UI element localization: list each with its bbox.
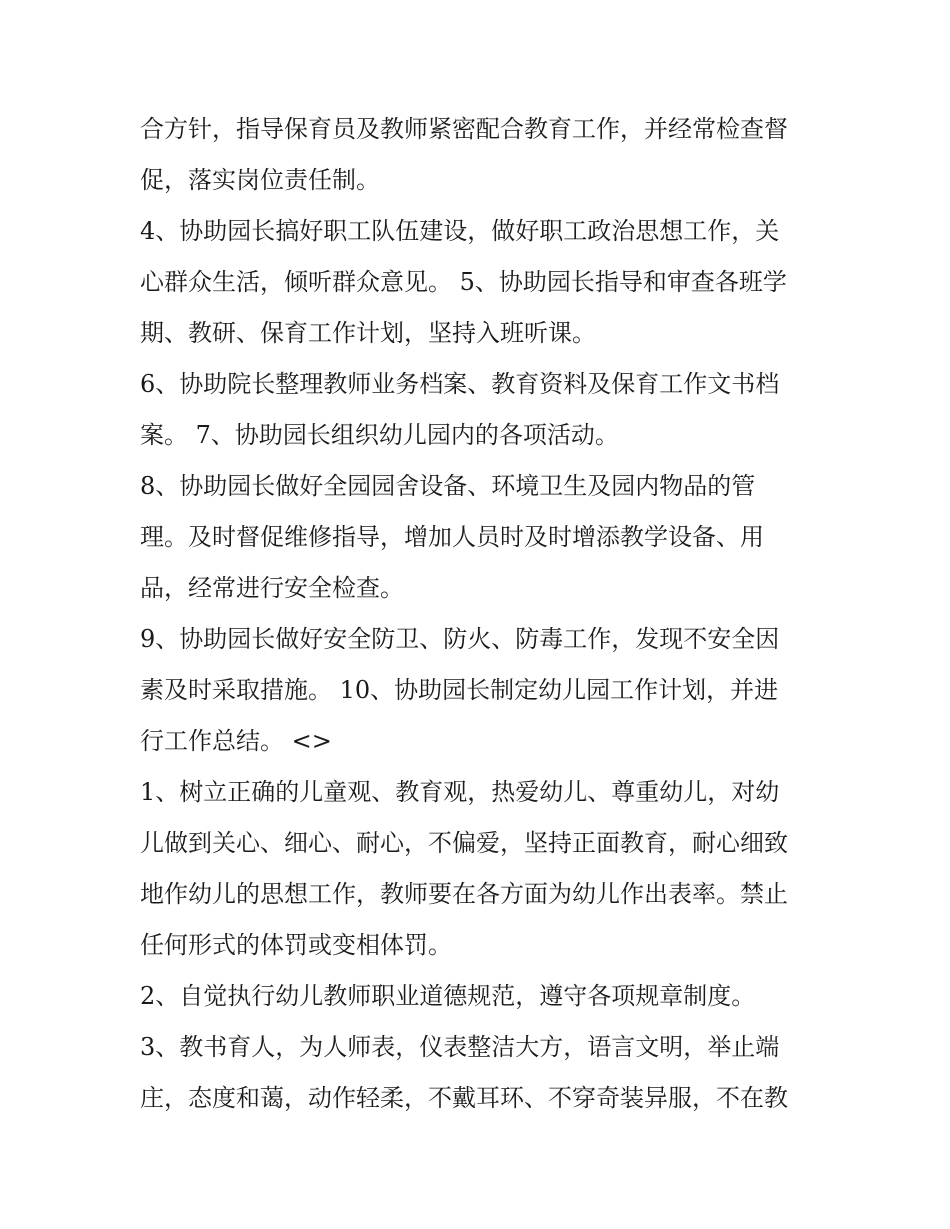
text-line: 任何形式的体罚或变相体罚。 <box>140 931 452 959</box>
text-line: 1、树立正确的儿童观、教育观，热爱幼儿、尊重幼儿，对幼 <box>140 778 780 806</box>
text-line: 促，落实岗位责任制。 <box>140 166 380 194</box>
text-line: 合方针，指导保育员及教师紧密配合教育工作，并经常检查督 <box>140 115 788 143</box>
text-line: 素及时采取措施。 10、协助园长制定幼儿园工作计划，并进 <box>140 676 779 704</box>
text-line: 3、教书育人，为人师表，仪表整洁大方，语言文明，举止端 <box>140 1033 780 1061</box>
document-body <box>140 104 820 1124</box>
text-line: 品，经常进行安全检查。 <box>140 574 404 602</box>
text-line: 6、协助院长整理教师业务档案、教育资料及保育工作文书档 <box>140 370 780 398</box>
text-line: 理。及时督促维修指导，增加人员时及时增添教学设备、用 <box>140 523 764 551</box>
text-line: 心群众生活，倾听群众意见。 5、协助园长指导和审查各班学 <box>140 268 787 296</box>
text-line: 9、协助园长做好安全防卫、防火、防毒工作，发现不安全因 <box>140 625 780 653</box>
text-line: 2、自觉执行幼儿教师职业道德规范，遵守各项规章制度。 <box>140 982 756 1010</box>
text-line: 案。 7、协助园长组织幼儿园内的各项活动。 <box>140 421 619 449</box>
text-line: 行工作总结。 <> <box>140 727 332 755</box>
text-line: 8、协助园长做好全园园舍设备、环境卫生及园内物品的管 <box>140 472 756 500</box>
text-line: 4、协助园长搞好职工队伍建设，做好职工政治思想工作，关 <box>140 217 780 245</box>
text-line: 儿做到关心、细心、耐心，不偏爱，坚持正面教育，耐心细致 <box>140 829 788 857</box>
text-line: 庄，态度和蔼，动作轻柔，不戴耳环、不穿奇装异服，不在教 <box>140 1084 788 1112</box>
text-line: 地作幼儿的思想工作，教师要在各方面为幼儿作出表率。禁止 <box>140 880 788 908</box>
text-line: 期、教研、保育工作计划，坚持入班听课。 <box>140 319 596 347</box>
